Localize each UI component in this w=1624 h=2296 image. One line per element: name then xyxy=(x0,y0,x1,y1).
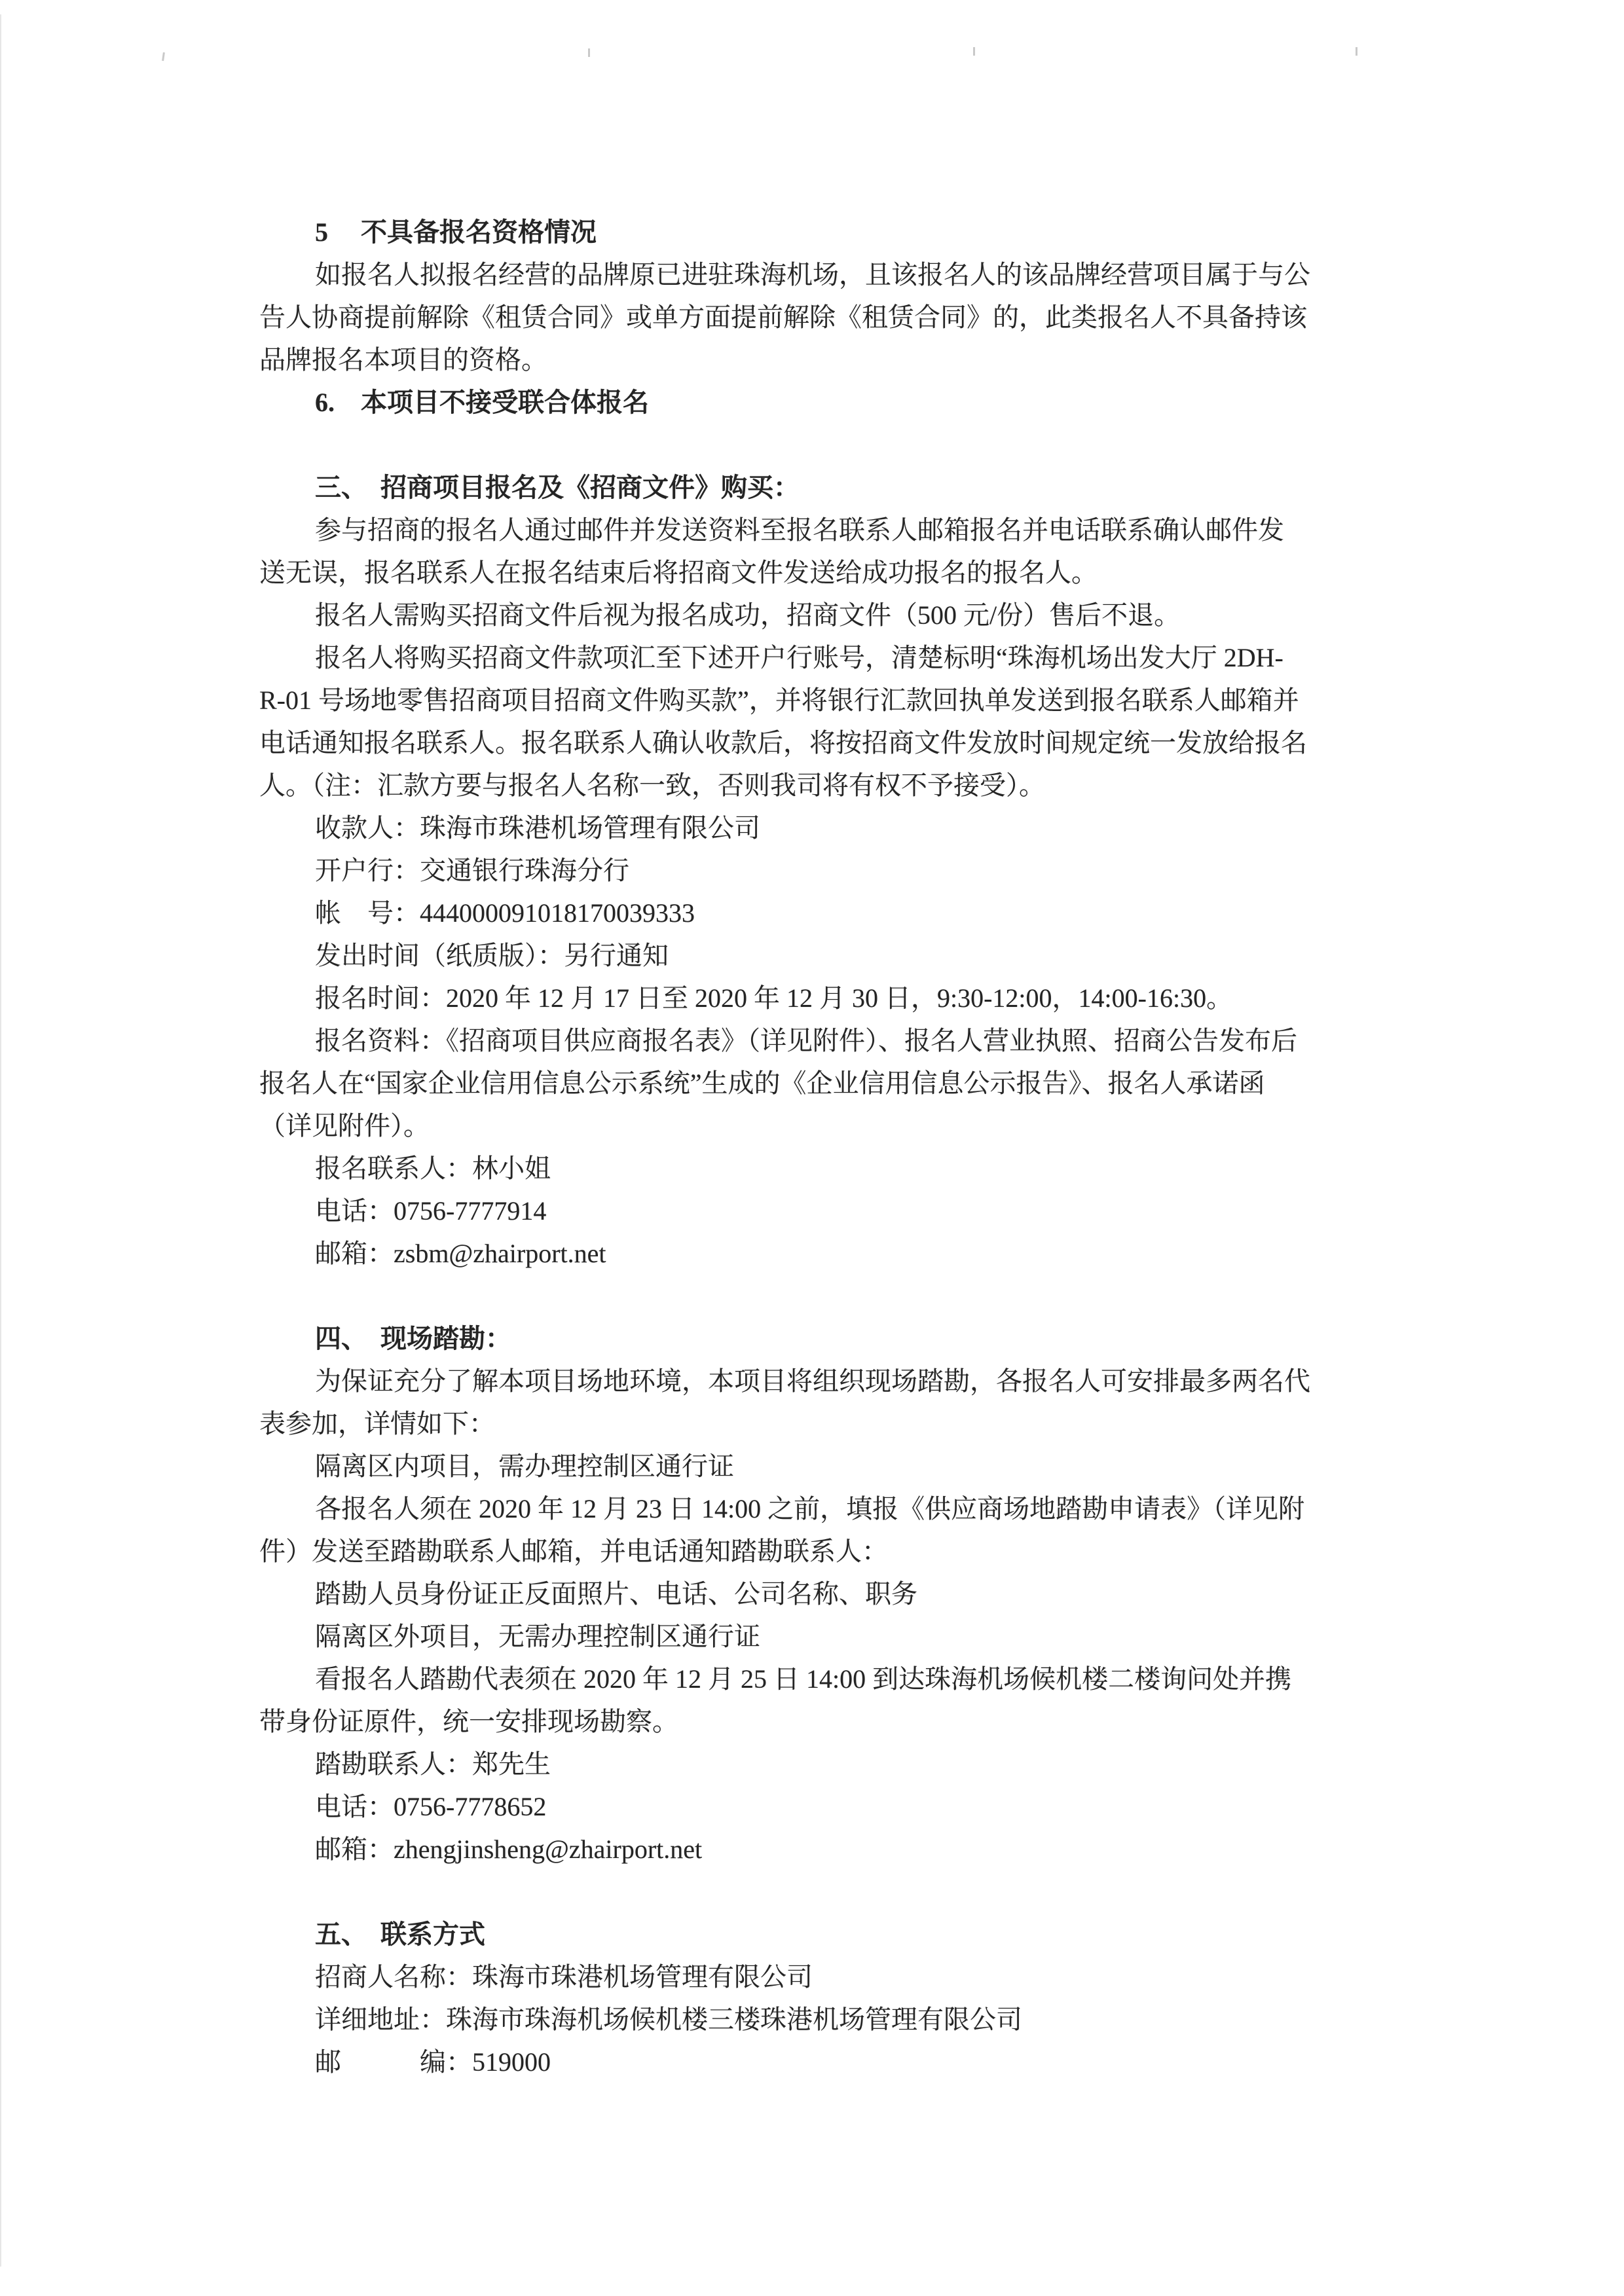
issue-time-line: 发出时间（纸质版）：另行通知 xyxy=(315,941,669,970)
ineligibility-line-2: 告人协商提前解除《租赁合同》或单方面提前解除《租赁合同》的，此类报名人不具备持该 xyxy=(259,302,1307,332)
bank-branch-line: 开户行：交通银行珠海分行 xyxy=(315,856,629,885)
postcode-line: 邮 编：519000 xyxy=(315,2047,551,2077)
heading-ineligibility: 5 不具备报名资格情况 xyxy=(315,217,597,247)
remittance-line-2: R-01 号场地零售招商项目招商文件购买款”，并将银行汇款回执单发送到报名联系人邮箱并 xyxy=(259,685,1299,715)
survey-intro-line-2: 表参加，详情如下： xyxy=(259,1409,495,1438)
ineligibility-line-3: 品牌报名本项目的资格。 xyxy=(259,345,547,374)
restricted-area-line: 隔离区内项目，需办理控制区通行证 xyxy=(315,1451,734,1481)
registration-intro-line-1: 参与招商的报名人通过邮件并发送资料至报名联系人邮箱报名并电话联系确认邮件发 xyxy=(315,515,1284,545)
survey-phone-line: 电话：0756-7778652 xyxy=(315,1792,547,1821)
survey-meet-line-2: 带身份证原件，统一安排现场勘察。 xyxy=(259,1707,678,1736)
signup-contact-line: 报名联系人：林小姐 xyxy=(315,1154,551,1183)
survey-intro-line-1: 为保证充分了解本项目场地环境，本项目将组织现场踏勘，各报名人可安排最多两名代 xyxy=(315,1366,1310,1396)
heading-contact-info: 五、 联系方式 xyxy=(315,1920,485,1949)
scan-artifact-tick xyxy=(588,48,590,57)
scan-edge-artifact xyxy=(0,14,1,2267)
remittance-line-4: 人。（注：汇款方要与报名人名称一致，否则我司将有权不予接受）。 xyxy=(259,771,1045,800)
scan-artifact-tick xyxy=(162,52,165,61)
survey-meet-line-1: 看报名人踏勘代表须在 2020 年 12 月 25 日 14:00 到达珠海机场候机楼二楼询问处并携 xyxy=(315,1664,1292,1694)
survey-contact-line: 踏勘联系人：郑先生 xyxy=(315,1749,551,1779)
address-line: 详细地址：珠海市珠海机场候机楼三楼珠港机场管理有限公司 xyxy=(315,2005,1022,2034)
survey-email-line: 邮箱：zhengjinsheng@zhairport.net xyxy=(315,1834,703,1864)
registration-intro-line-2: 送无误，报名联系人在报名结束后将招商文件发送给成功报名的报名人。 xyxy=(259,558,1098,587)
heading-site-survey: 四、 现场踏勘： xyxy=(315,1324,511,1353)
signup-materials-line-3: （详见附件）。 xyxy=(259,1111,430,1140)
scan-artifact-tick xyxy=(1356,47,1357,56)
signup-time-line: 报名时间：2020 年 12 月 17 日至 2020 年 12 月 30 日，9:30-12:00，14:00-16:30。 xyxy=(315,983,1233,1013)
signup-materials-line-1: 报名资料：《招商项目供应商报名表》（详见附件）、报名人营业执照、招商公告发布后 xyxy=(315,1026,1297,1055)
payee-line: 收款人：珠海市珠港机场管理有限公司 xyxy=(315,813,760,843)
survey-apply-line-1: 各报名人须在 2020 年 12 月 23 日 14:00 之前，填报《供应商场地踏勘申请表》（详见附 xyxy=(315,1494,1305,1523)
survey-id-info-line: 踏勘人员身份证正反面照片、电话、公司名称、职务 xyxy=(315,1579,917,1609)
signup-materials-line-2: 报名人在“国家企业信用信息公示系统”生成的《企业信用信息公示报告》、报名人承诺函 xyxy=(259,1068,1265,1098)
document-content xyxy=(259,211,1376,2083)
remittance-line-3: 电话通知报名联系人。报名联系人确认收款后，将按招商文件发放时间规定统一发放给报名 xyxy=(259,728,1307,757)
account-number-line: 帐 号：444000091018170039333 xyxy=(315,898,695,928)
non-restricted-area-line: 隔离区外项目，无需办理控制区通行证 xyxy=(315,1622,760,1651)
survey-apply-line-2: 件）发送至踏勘联系人邮箱，并电话通知踏勘联系人： xyxy=(259,1537,888,1566)
merchant-name-line: 招商人名称：珠海市珠港机场管理有限公司 xyxy=(315,1962,813,1992)
signup-email-line: 邮箱：zsbm@zhairport.net xyxy=(315,1239,606,1268)
ineligibility-line-1: 如报名人拟报名经营的品牌原已进驻珠海机场，且该报名人的该品牌经营项目属于与公 xyxy=(315,260,1310,289)
purchase-fee-line: 报名人需购买招商文件后视为报名成功，招商文件（500 元/份）售后不退。 xyxy=(315,600,1181,630)
signup-phone-line: 电话：0756-7777914 xyxy=(315,1196,547,1226)
heading-no-consortium: 6. 本项目不接受联合体报名 xyxy=(315,388,649,417)
heading-registration-purchase: 三、 招商项目报名及《招商文件》购买： xyxy=(315,473,800,502)
scan-artifact-tick xyxy=(973,47,975,56)
remittance-line-1: 报名人将购买招商文件款项汇至下述开户行账号，清楚标明“珠海机场出发大厅 2DH- xyxy=(315,643,1283,672)
